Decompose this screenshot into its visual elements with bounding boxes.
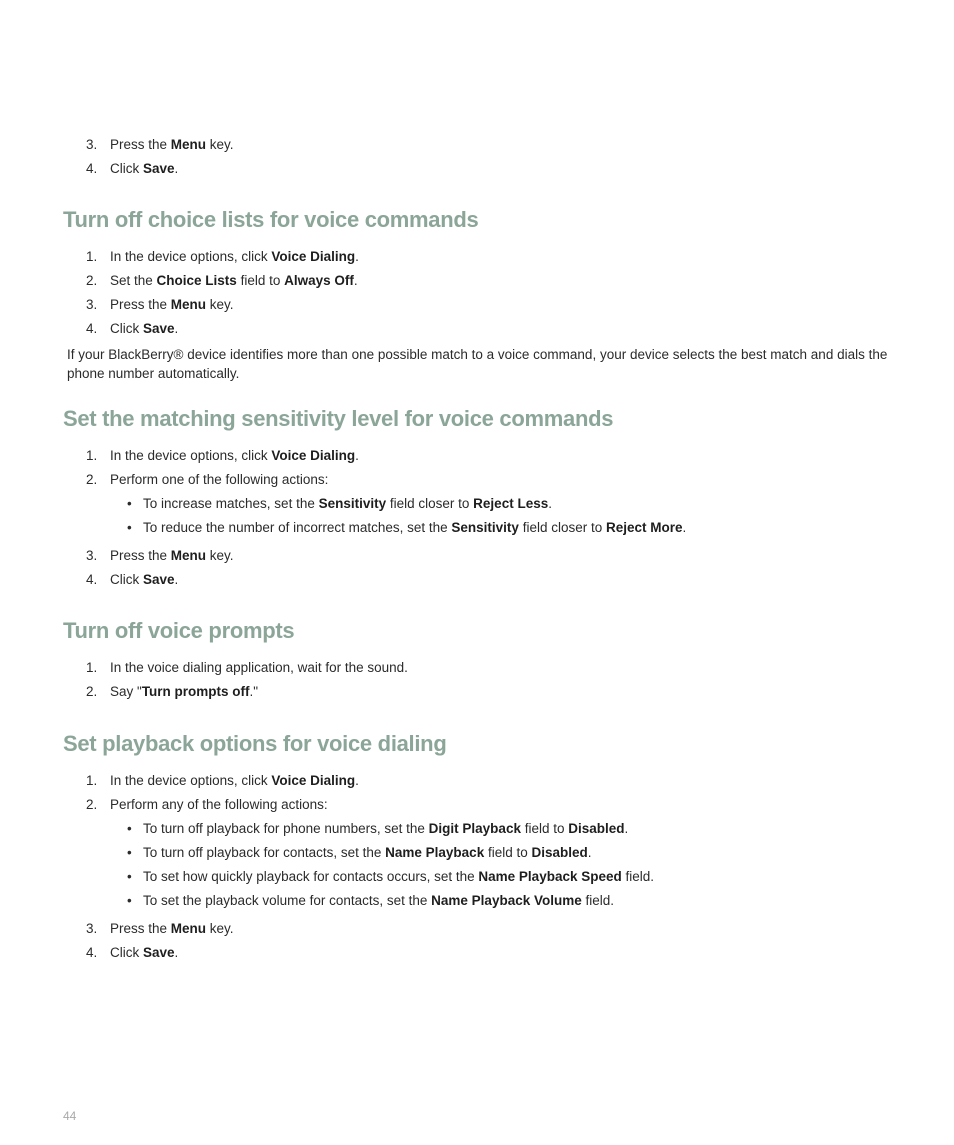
step-item: 1. In the voice dialing application, wait for the sound.: [86, 660, 408, 675]
section-heading-playback: Set playback options for voice dialing: [63, 731, 447, 756]
step-item: 1. In the device options, click Voice Dialing.: [86, 249, 359, 264]
step-item: 2. Perform one of the following actions:: [86, 472, 329, 487]
step-item: 1. In the device options, click Voice Dialing.: [86, 773, 359, 788]
step-item: 2. Say "Turn prompts off.": [86, 684, 259, 699]
page-number: 44: [63, 1109, 77, 1123]
section-heading-voice-prompts: Turn off voice prompts: [63, 618, 295, 643]
bullet-dot: •: [127, 869, 132, 884]
choice-lists-steps: [86, 245, 359, 341]
step-item: 4. Click Save.: [86, 321, 179, 336]
step-item: 4. Click Save.: [86, 161, 179, 176]
bullet-item: • To set how quickly playback for contacts occurs, set the Name Playback Speed field.: [127, 865, 654, 889]
bullet-dot: •: [127, 496, 132, 511]
step-item: 3. Press the Menu key.: [86, 921, 234, 936]
section-heading-sensitivity: Set the matching sensitivity level for voice commands: [63, 406, 614, 431]
bullet-dot: •: [127, 520, 132, 535]
step-item: 3. Press the Menu key.: [86, 548, 234, 563]
step-item: 2. Perform any of the following actions:: [86, 797, 328, 812]
bullet-item: • To turn off playback for contacts, set the Name Playback field to Disabled.: [127, 841, 654, 865]
voice-prompts-steps: [86, 656, 408, 704]
step-item: 4. Click Save.: [86, 945, 179, 960]
step-item: 2. Set the Choice Lists field to Always Off.: [86, 273, 358, 288]
bullet-item: • To set the playback volume for contacts, set the Name Playback Volume field.: [127, 889, 654, 913]
playback-options: [86, 817, 654, 913]
bullet-dot: •: [127, 821, 132, 836]
sensitivity-options: [86, 492, 686, 540]
step-item: 1. In the device options, click Voice Dialing.: [86, 448, 359, 463]
section-heading-choice-lists: Turn off choice lists for voice commands: [63, 207, 479, 232]
step-item: 4. Click Save.: [86, 572, 179, 587]
bullet-item: • To reduce the number of incorrect matches, set the Sensitivity field closer to Reject More.: [127, 516, 686, 540]
step-item: 3. Press the Menu key.: [86, 297, 234, 312]
bullet-item: • To increase matches, set the Sensitivity field closer to Reject Less.: [127, 492, 686, 516]
choice-lists-note: If your BlackBerry® device identifies more than one possible match to a voice command, your device selects the best match and dials the phone number automatically.: [67, 347, 888, 381]
bullet-item: • To turn off playback for phone numbers, set the Digit Playback field to Disabled.: [127, 817, 654, 841]
step-item: 3. Press the Menu key.: [86, 137, 234, 152]
bullet-dot: •: [127, 893, 132, 908]
continued-steps: [86, 133, 234, 181]
bullet-dot: •: [127, 845, 132, 860]
playback-steps: [86, 769, 654, 965]
sensitivity-steps: [86, 444, 686, 592]
